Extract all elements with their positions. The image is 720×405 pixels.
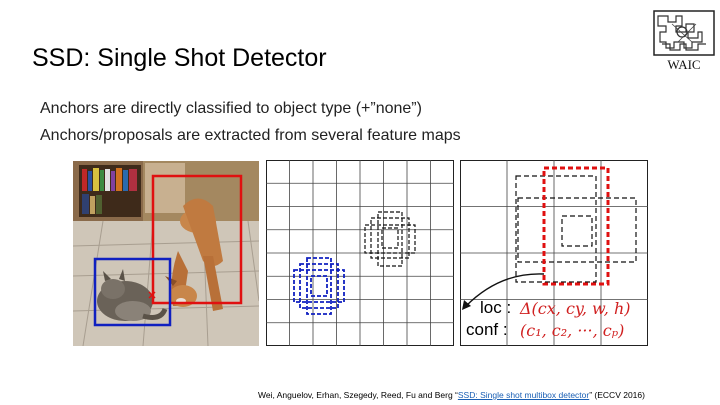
slide-title: SSD: Single Shot Detector: [32, 44, 327, 72]
loc-label: loc :: [480, 298, 512, 317]
citation-prefix: Wei, Anguelov, Erhan, Szegedy, Reed, Fu and Berg “: [258, 390, 458, 400]
conf-formula: (c₁, c₂, ···, cₚ): [520, 321, 625, 340]
feature-map-8x8: [266, 160, 454, 346]
feature-map-4x4: [460, 160, 648, 346]
bullet-anchors-classified: Anchors are directly classified to object type (+”none”): [40, 100, 422, 117]
conf-label: conf :: [466, 320, 508, 339]
waic-logo-icon: [652, 10, 716, 72]
citation-suffix: ” (ECCV 2016): [589, 390, 645, 400]
detection-photo: [73, 161, 259, 346]
citation-link[interactable]: SSD: Single shot multibox detector: [457, 390, 590, 400]
logo-text: WAIC: [667, 57, 701, 72]
citation: [258, 390, 645, 400]
bullet-anchors-feature-maps: Anchors/proposals are extracted from several feature maps: [40, 127, 461, 144]
loc-formula: Δ(cx, cy, w, h): [520, 299, 631, 318]
